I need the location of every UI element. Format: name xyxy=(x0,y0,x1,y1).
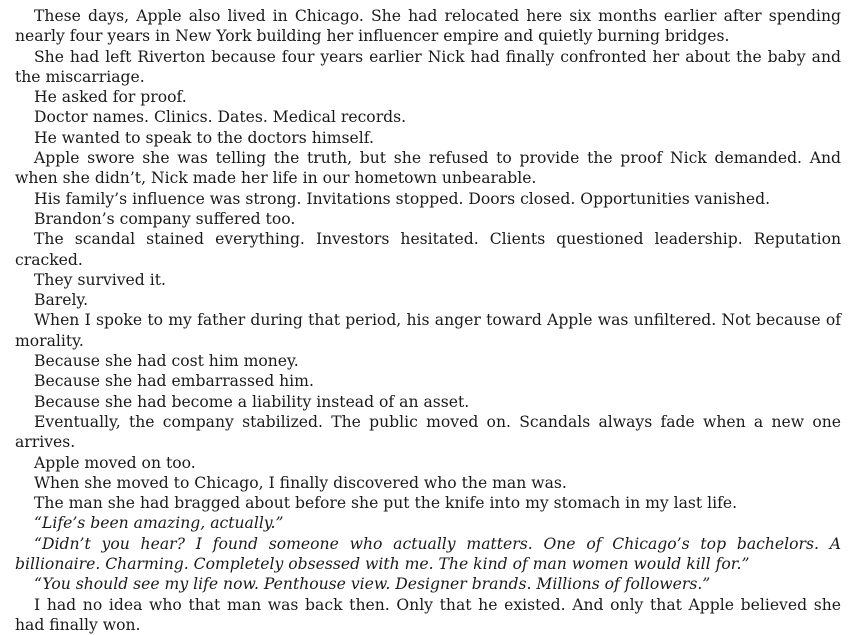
paragraph: Doctor names. Clinics. Dates. Medical records. xyxy=(34,108,407,127)
paragraph: These days, Apple also lived in Chicago. She had relocated here six months earlier after spending nearly four years in New York building her influencer empire and quietly burning bridges. xyxy=(15,7,841,46)
quote-paragraph: “Didn’t you hear? I found someone who actually matters. One of Chicago’s top bachelors. A billionaire. Charming. Completely obsessed with me. The kind of man women would kill for.” xyxy=(15,534,841,574)
paragraph: Apple moved on too. xyxy=(34,453,196,472)
paragraph: When I spoke to my father during that period, his anger toward Apple was unfiltered. Not because of morality. xyxy=(15,311,841,350)
paragraph: Eventually, the company stabilized. The public moved on. Scandals always fade when a new one arrives. xyxy=(15,412,841,452)
paragraph: She had left Riverton because four years earlier Nick had finally confronted her about the baby and the miscarriage. xyxy=(15,47,841,86)
paragraph: His family’s influence was strong. Invitations stopped. Doors closed. Opportunities vanished. xyxy=(34,189,771,208)
quote-paragraph: “You should see my life now. Penthouse view. Designer brands. Millions of followers.” xyxy=(34,575,711,594)
paragraph: He wanted to speak to the doctors himself. xyxy=(34,128,374,147)
paragraph: I had no idea who that man was back then. Only that he existed. And only that Apple believed she had finally won. xyxy=(15,595,841,634)
document-page xyxy=(15,6,841,635)
paragraph: Barely. xyxy=(34,291,89,310)
paragraph: The man she had bragged about before she put the knife into my stomach in my last life. xyxy=(34,494,738,513)
paragraph: The scandal stained everything. Investors hesitated. Clients questioned leadership. Reputation cracked. xyxy=(15,230,841,269)
quote-paragraph: “Life’s been amazing, actually.” xyxy=(34,514,284,533)
paragraph: When she moved to Chicago, I finally discovered who the man was. xyxy=(34,473,567,492)
paragraph: Because she had become a liability instead of an asset. xyxy=(34,392,470,411)
paragraph: They survived it. xyxy=(34,270,166,289)
paragraph: Apple swore she was telling the truth, but she refused to provide the proof Nick demanded. And when she didn’t, Nick made her life in our hometown unbearable. xyxy=(15,149,841,188)
paragraph: Because she had embarrassed him. xyxy=(34,372,314,391)
paragraph: He asked for proof. xyxy=(34,88,187,107)
paragraph: Because she had cost him money. xyxy=(34,352,299,371)
paragraph: Brandon’s company suffered too. xyxy=(34,209,296,228)
